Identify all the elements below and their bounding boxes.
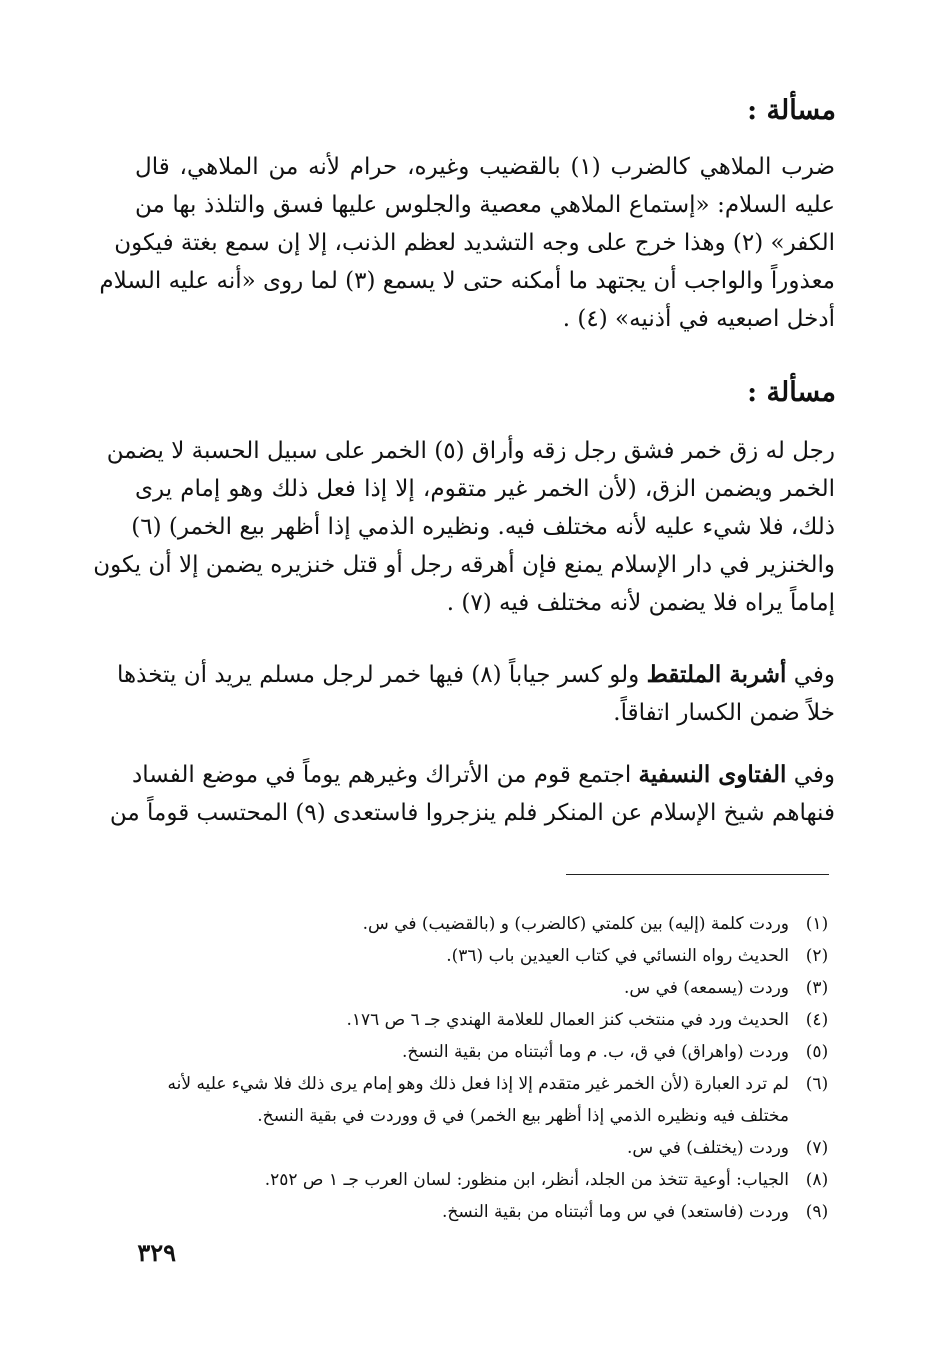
footnote-separator [566, 874, 829, 875]
text-line: ذلك، فلا شيء عليه لأنه مختلف فيه. ونظيره الذمي إذا أظهر بيع الخمر) (٦) [131, 514, 835, 540]
paragraph-multaqat [117, 656, 835, 732]
page-number: ٣٢٩ [137, 1238, 176, 1267]
footnote-text: وردت (فاستعد) في س وما أثبتناه من بقية النسخ. [442, 1202, 789, 1222]
source-title: الفتاوى النسفية [638, 761, 787, 788]
section-heading-2: مسألة : [747, 377, 836, 408]
footnote-text: الحديث ورد في منتخب كنز العمال للعلامة الهندي جـ ٦ ص ١٧٦. [346, 1010, 789, 1030]
footnote [137, 1036, 837, 1068]
text-line: فنهاهم شيخ الإسلام عن المنكر فلم ينزجروا فاستعدى (٩) المحتسب قوماً من [109, 800, 835, 826]
text-line: والخنزير في دار الإسلام يمنع فإن أهرقه رجل أو قتل خنزيره يضمن إلا أن يكون [93, 552, 835, 578]
paragraph-wine-skin [93, 432, 835, 622]
footnote [137, 1004, 837, 1036]
footnote-number: (٢) [805, 946, 829, 966]
text-line: وفي أشربة الملتقط ولو كسر جياباً (٨) فيها خمر لرجل مسلم يريد أن يتخذها [117, 661, 835, 688]
text-line: ضرب الملاهي كالضرب (١) بالقضيب وغيره، حرام لأنه من الملاهي، قال [135, 154, 836, 180]
footnotes [137, 908, 837, 1228]
text-line: عليه السلام: «إستماع الملاهي معصية والجلوس عليها فسق والتلذذ بها من [135, 192, 835, 218]
footnote [137, 972, 837, 1004]
text-line: رجل له زق خمر فشق رجل زقه وأراق (٥) الخمر على سبيل الحسبة لا يضمن [106, 438, 835, 464]
text-line: معذوراً والواجب أن يجتهد ما أمكنه حتى لا يسمع (٣) لما روى «أنه عليه السلام [99, 268, 835, 294]
footnote-number: (٤) [805, 1010, 829, 1030]
text-line: إماماً يراه فلا يضمن لأنه مختلف فيه (٧) . [446, 590, 835, 616]
footnote-number: (٩) [805, 1202, 829, 1222]
footnote-number: (٥) [805, 1042, 829, 1062]
text-line: الخمر ويضمن الزق، (لأن الخمر غير متقوم، إلا إذا فعل ذلك وهو إمام يرى [135, 476, 835, 502]
footnote-text: لم ترد العبارة (لأن الخمر غير متقدم إلا إذا فعل ذلك وهو إمام يرى ذلك فلا شيء عليه لأنه مختلف فيه ونظيره الذمي إذا أظهر بيع الخمر) في ق ووردت في بقية النسخ. [167, 1074, 789, 1126]
footnote-number: (١) [805, 914, 829, 934]
footnote-text: الجياب: أوعية تتخذ من الجلد، أنظر، ابن منظور: لسان العرب جـ ١ ص ٢٥٢. [264, 1170, 789, 1190]
footnote-text: وردت (يسمعه) في س. [624, 978, 789, 998]
footnote [137, 1164, 837, 1196]
footnote [137, 908, 837, 940]
footnote-number: (٣) [805, 978, 829, 998]
footnote [137, 1132, 837, 1164]
text-line: خلاً ضمن الكسار اتفاقاً. [613, 700, 835, 726]
footnote [137, 1068, 837, 1132]
text-line: وفي الفتاوى النسفية اجتمع قوم من الأتراك وغيرهم يوماً في موضع الفساد [132, 761, 835, 788]
footnote [137, 940, 837, 972]
footnote-number: (٧) [805, 1138, 829, 1158]
paragraph-music [99, 148, 836, 338]
footnote-text: وردت (يختلف) في س. [627, 1138, 789, 1158]
text-line: أدخل اصبعيه في أذنيه» (٤) . [562, 306, 835, 332]
text-line: الكفر» (٢) وهذا خرج على وجه التشديد لعظم الذنب، إلا إن سمع بغتة فيكون [114, 230, 835, 256]
paragraph-nasafiyya [109, 756, 835, 832]
footnote [137, 1196, 837, 1228]
footnote-number: (٨) [805, 1170, 829, 1190]
section-heading-1: مسألة : [747, 95, 836, 126]
footnote-number: (٦) [805, 1074, 829, 1094]
footnote-text: الحديث رواه النسائي في كتاب العيدين باب (٣٦). [446, 946, 789, 966]
footnote-text: وردت كلمة (إليه) بين كلمتي (كالضرب) و (بالقضيب) في س. [362, 914, 789, 934]
footnote-text: وردت (واهراق) في ق، ب. م وما أثبتناه من بقية النسخ. [401, 1042, 789, 1062]
source-title: أشربة الملتقط [646, 661, 787, 688]
